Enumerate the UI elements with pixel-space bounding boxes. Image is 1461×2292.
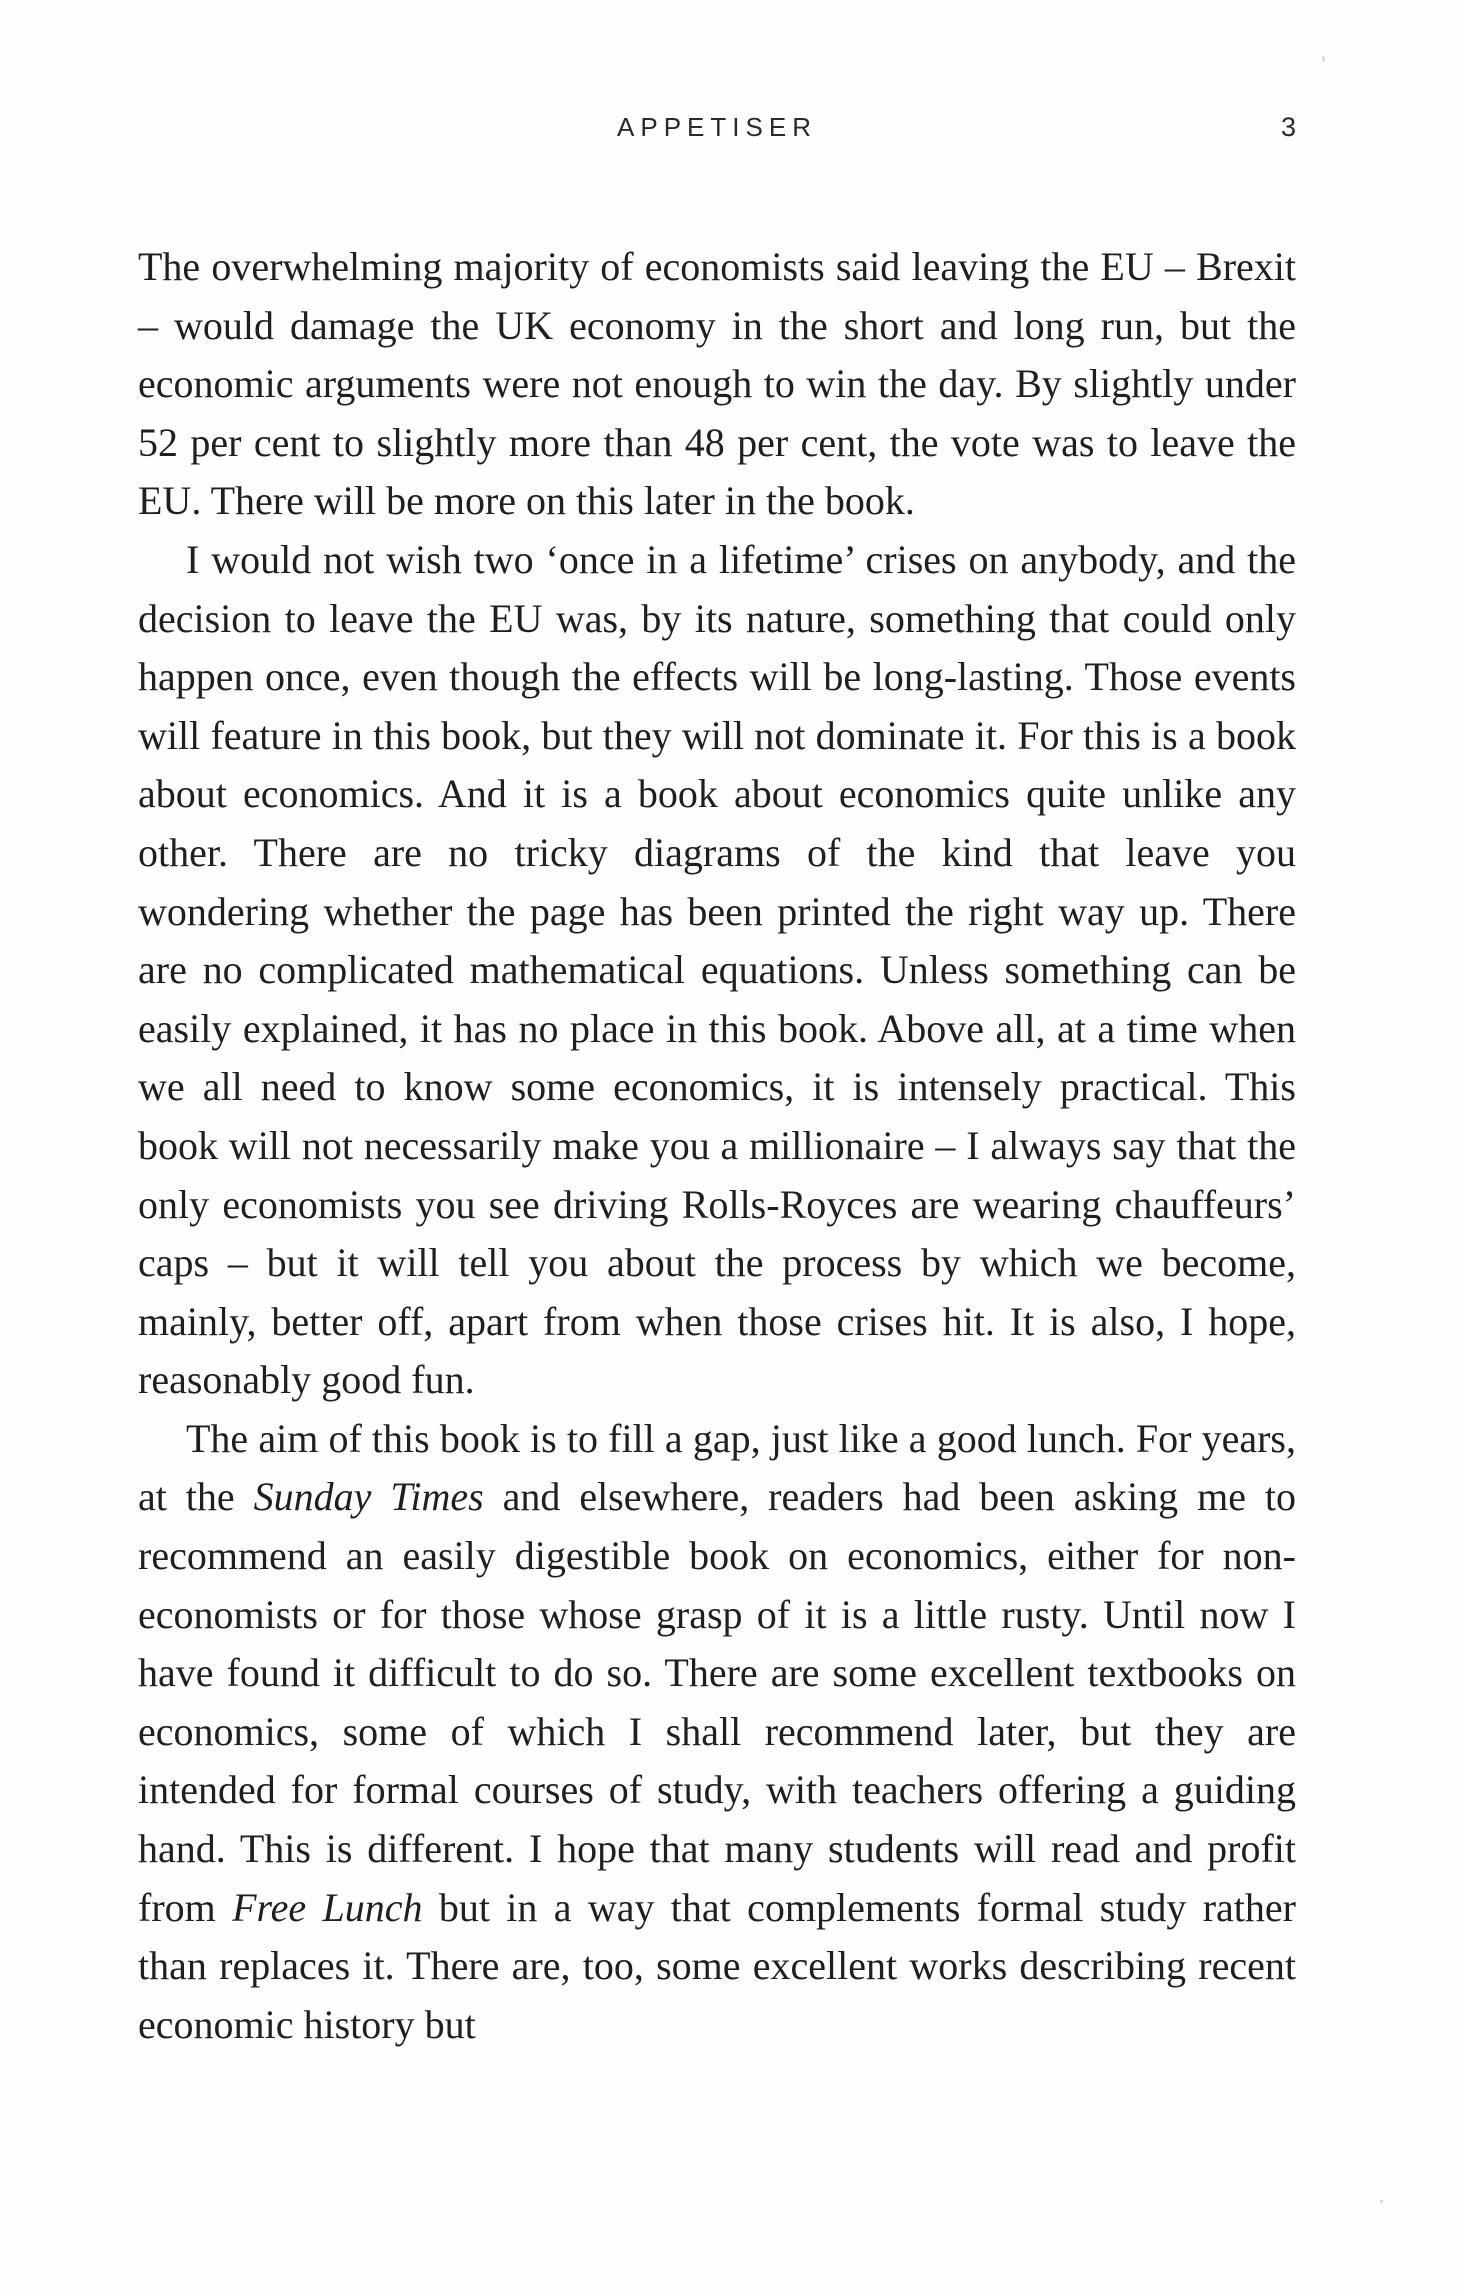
paragraph-3 [138, 1410, 1296, 2055]
paragraph-text: The overwhelming majority of economists said leaving the EU – Brexit – would damage the UK economy in the short and long run, but the economic arguments were not enough to win the day. By slightly under 52 per cent to slightly more than 48 per cent, the vote was to leave the EU. There will be more on this later in the book. [138, 244, 1296, 524]
scan-speck [1322, 56, 1325, 62]
section-title: APPETISER [617, 112, 817, 142]
running-head [138, 112, 1296, 152]
book-title-free-lunch: Free Lunch [232, 1884, 423, 1930]
paragraph-2 [138, 531, 1296, 1410]
book-title-sunday-times: Sunday Times [253, 1474, 484, 1520]
body-text [138, 238, 1296, 2054]
paragraph-text: and elsewhere, readers had been asking me to recommend an easily digestible book on economics, either for non-economists or for those whose grasp of it is a little rusty. Until now I have found it difficult to do so. There are some excellent textbooks on economics, some of which I shall recommend later, but they are intended for formal courses of study, with teachers offering a guiding hand. This is different. I hope that many students will read and profit from [138, 1474, 1296, 1930]
scan-speck [1380, 2200, 1383, 2203]
paragraph-text: The aim of this book is to fill a gap, just like a good lunch. For years, at the [138, 1415, 1296, 1520]
paragraph-text: but in a way that complements formal study rather than replaces it. There are, too, some excellent works describing recent economic history but [138, 1884, 1296, 2047]
paragraph-text: I would not wish two ‘once in a lifetime’ crises on anybody, and the decision to leave the EU was, by its nature, something that could only happen once, even though the effects will be long-lasting. Those events will feature in this book, but they will not dominate it. For this is a book about economics. And it is a book about economics quite unlike any other. There are no tricky diagrams of the kind that leave you wondering whether the page has been printed the right way up. There are no complicated mathematical equations. Unless something can be easily explained, it has no place in this book. Above all, at a time when we all need to know some economics, it is intensely practical. This book will not necessarily make you a millionaire – I always say that the only economists you see driving Rolls-Royces are wearing chauffeurs’ caps – but it will tell you about the process by which we become, mainly, better off, apart from when those crises hit. It is also, I hope, reasonably good fun. [138, 536, 1296, 1403]
page-number: 3 [1280, 112, 1296, 142]
paragraph-1 [138, 238, 1296, 531]
